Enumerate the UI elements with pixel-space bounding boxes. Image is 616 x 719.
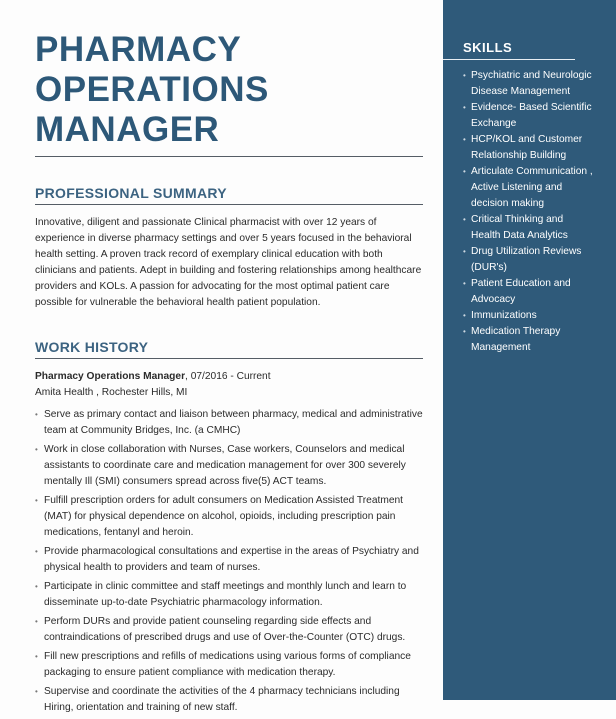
- job-bullet: • Serve as primary contact and liaison between pharmacy, medical and administrative team at Community Bridges, Inc. (a CMHC): [35, 407, 423, 439]
- job-bullets: [35, 407, 423, 716]
- job-bullet: • Participate in clinic committee and staff meetings and monthly lunch and learn to disseminate up-to-date Psychiatric pharmacology information.: [35, 579, 423, 611]
- resume-title: [35, 30, 423, 150]
- title-line: PHARMACY: [35, 30, 242, 69]
- job-bullet: • Fulfill prescription orders for adult consumers on Medication Assisted Treatment (MAT) for physical dependence on alcohol, opioids, including prescription pain medications, fentanyl and heroin.: [35, 493, 423, 541]
- skills-list: [463, 68, 593, 356]
- job-entry: [35, 369, 423, 401]
- job-bullet: • Supervise and coordinate the activities of the 4 pharmacy technicians including Hiring, orientation and training of new staff.: [35, 684, 423, 716]
- skill-item: • Critical Thinking and Health Data Analytics: [463, 212, 593, 244]
- job-employer: Amita Health , Rochester Hills, MI: [35, 387, 188, 398]
- job-dates: , 07/2016 - Current: [185, 371, 271, 382]
- summary-text: Innovative, diligent and passionate Clinical pharmacist with over 12 years of experience in diverse pharmacy settings and over 5 years focused in the behavioral health setting. A proven track record of exemplary clinical education with both clinicians and patients. Adept in building and fostering relationships among healthcare providers and KOLs. A passion for advocating for the most optimal patient care possible for vulnerable the behavioral health patient population.: [35, 217, 422, 308]
- title-divider: [35, 156, 423, 157]
- skills-heading: SKILLS: [463, 40, 513, 55]
- skills-divider: [443, 59, 575, 60]
- title-line: MANAGER: [35, 110, 220, 149]
- summary-heading: PROFESSIONAL SUMMARY: [35, 185, 423, 205]
- skill-item: • Patient Education and Advocacy: [463, 276, 593, 308]
- skill-item: • Evidence- Based Scientific Exchange: [463, 100, 593, 132]
- job-bullet: • Fill new prescriptions and refills of medications using various forms of compliance packaging to ensure patient compliance with medication therapy.: [35, 649, 423, 681]
- skill-item: • Articulate Communication , Active Listening and decision making: [463, 164, 593, 212]
- skill-item: • Immunizations: [463, 308, 593, 324]
- skill-item: • Medication Therapy Management: [463, 324, 593, 356]
- skill-item: • Drug Utilization Reviews (DUR's): [463, 244, 593, 276]
- job-bullet: • Work in close collaboration with Nurses, Case workers, Counselors and medical assistants to coordinate care and medication management for over 300 severely mentally Ill (SMI) consumers spread across five(5) ACT teams.: [35, 442, 423, 490]
- title-line: OPERATIONS: [35, 70, 269, 109]
- job-bullet: • Perform DURs and provide patient counseling regarding side effects and contraindications of prescribed drugs and use of Over-the-Counter (OTC) drugs.: [35, 614, 423, 646]
- work-history-heading: WORK HISTORY: [35, 339, 423, 359]
- job-title: Pharmacy Operations Manager: [35, 371, 186, 382]
- skill-item: • HCP/KOL and Customer Relationship Building: [463, 132, 593, 164]
- skills-sidebar: [443, 0, 616, 700]
- main-column: [35, 30, 423, 719]
- job-bullet: • Provide pharmacological consultations and expertise in the areas of Psychiatry and physical health to providers and team of nurses.: [35, 544, 423, 576]
- skill-item: • Psychiatric and Neurologic Disease Management: [463, 68, 593, 100]
